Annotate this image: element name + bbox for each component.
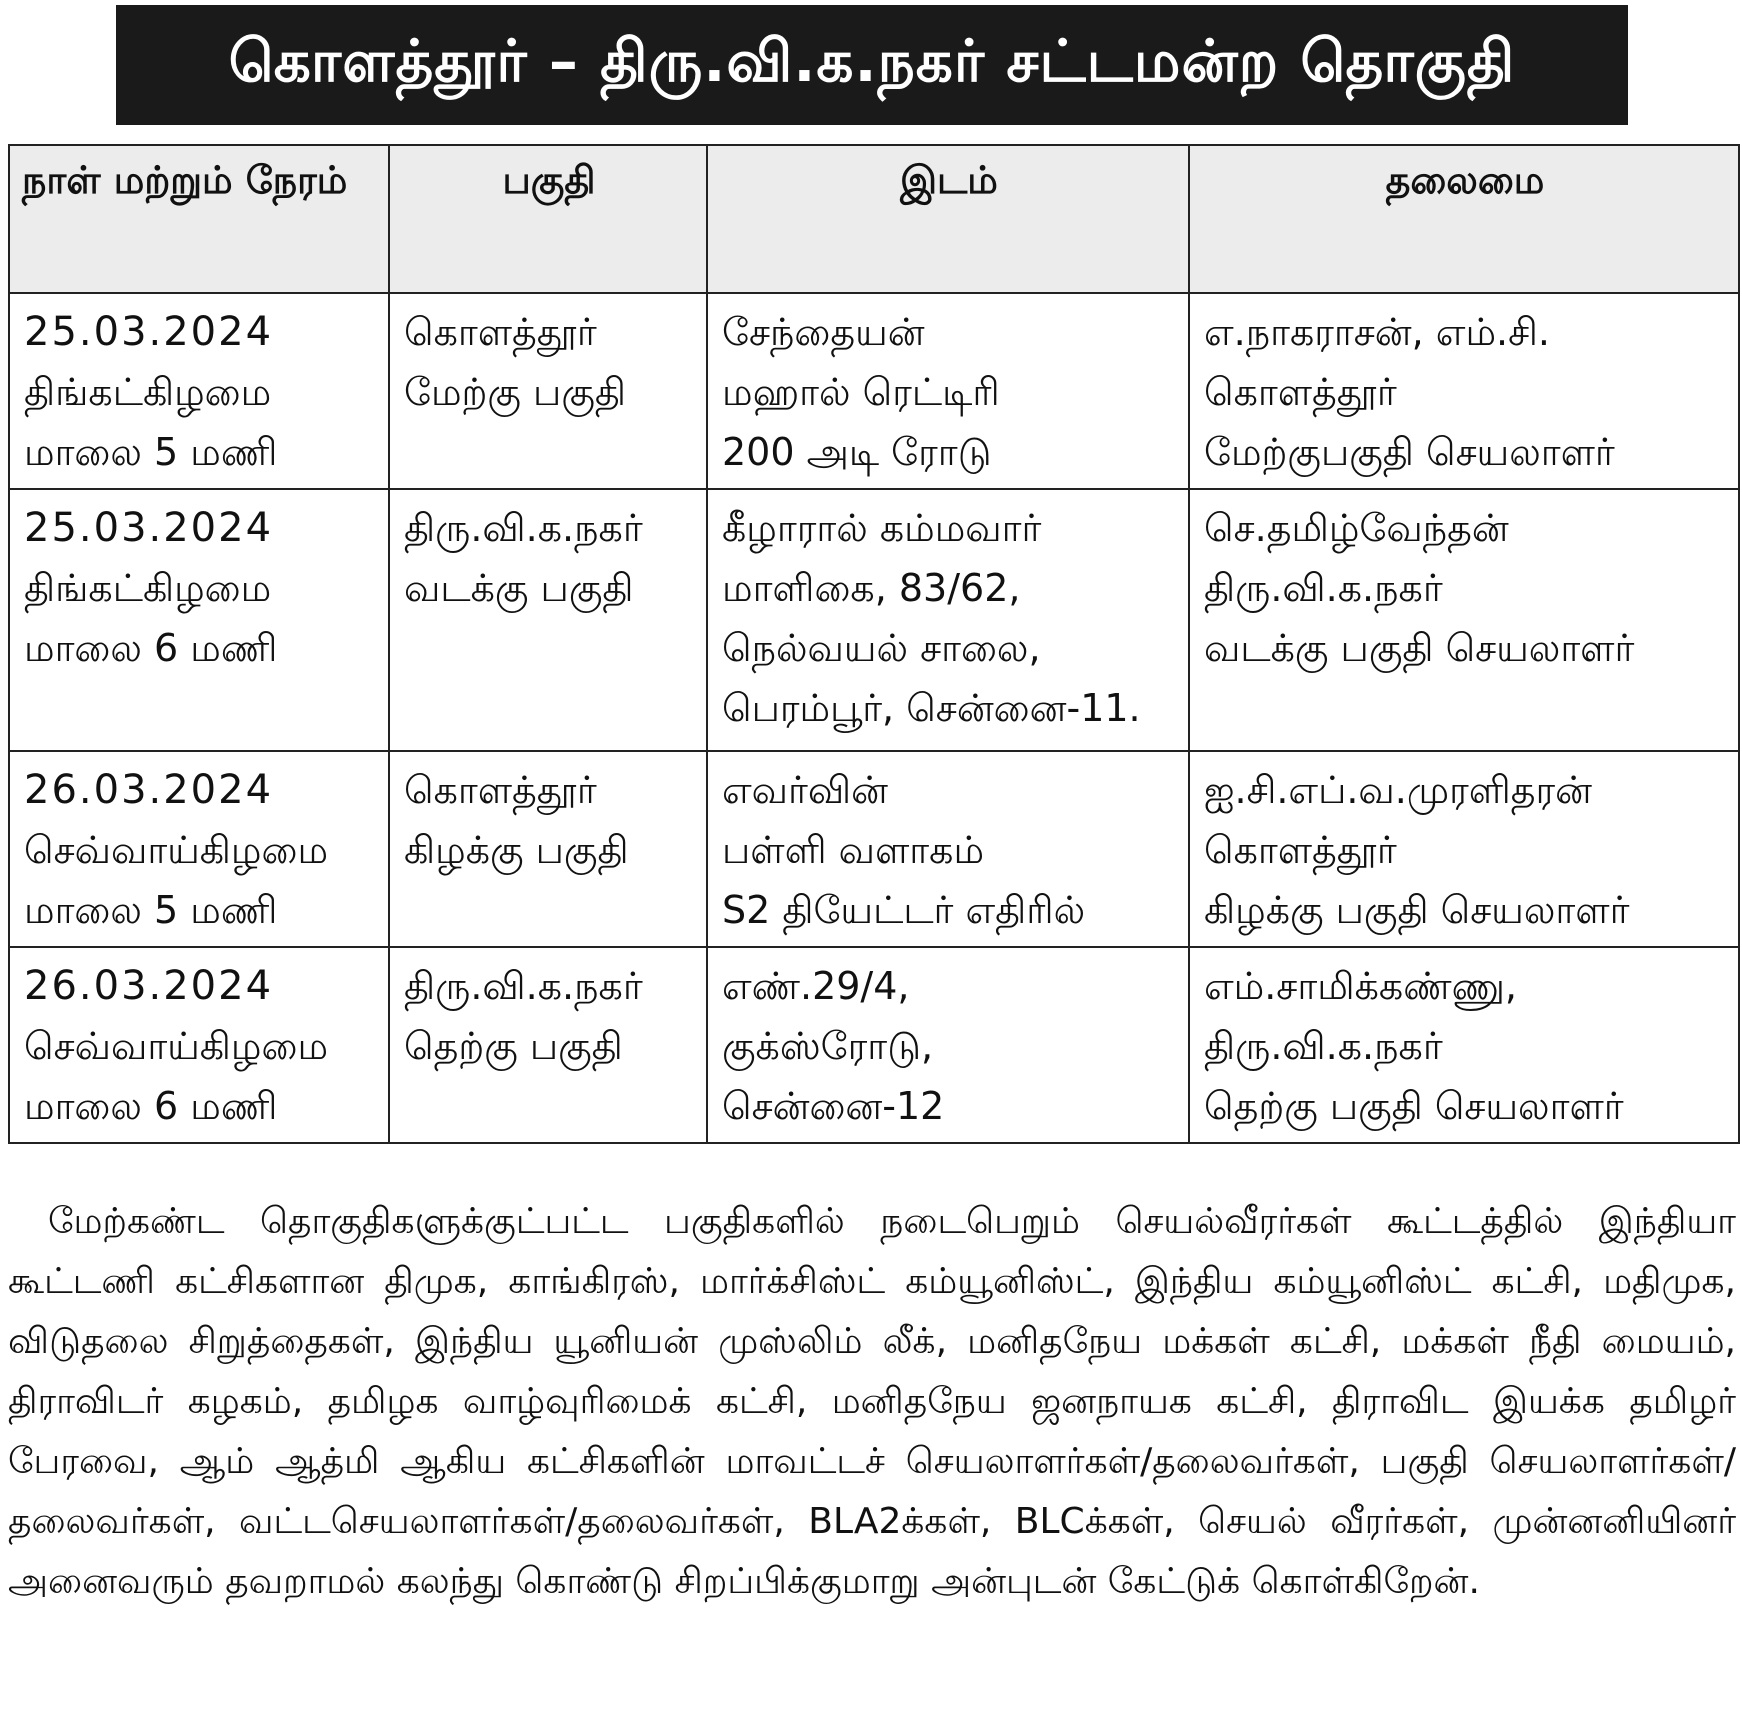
table-header-row [9, 145, 1739, 293]
cell-datetime [9, 489, 389, 751]
leader-text: கொளத்தூர் [1204, 370, 1397, 414]
venue-text: எண்.29/4, [722, 964, 910, 1008]
venue-text: எவர்வின் [722, 768, 888, 812]
venue-text: மாளிகை, 83/62, [722, 566, 1021, 610]
header-leader: தலைமை [1189, 145, 1739, 293]
leader-text: திரு.வி.க.நகர் [1204, 566, 1443, 610]
area-text: கொளத்தூர் [404, 310, 597, 354]
day-text: திங்கட்கிழமை [24, 370, 272, 414]
leader-text: ஐ.சி.எப்.வ.முரளிதரன் [1204, 768, 1592, 812]
footer-paragraph [8, 1192, 1736, 1612]
venue-text: சென்னை-12 [722, 1084, 945, 1128]
leader-text: செ.தமிழ்வேந்தன் [1204, 506, 1509, 550]
area-text: மேற்கு பகுதி [404, 370, 627, 414]
header-datetime: நாள் மற்றும் நேரம் [9, 145, 389, 293]
table-row [9, 293, 1739, 489]
cell-leader [1189, 751, 1739, 947]
cell-leader [1189, 293, 1739, 489]
cell-datetime [9, 947, 389, 1143]
venue-text: மஹால் ரெட்டிரி [722, 370, 1000, 414]
time-text: மாலை 5 மணி [24, 888, 278, 932]
cell-venue [707, 751, 1189, 947]
area-text: வடக்கு பகுதி [404, 566, 634, 610]
area-text: தெற்கு பகுதி [404, 1024, 623, 1068]
venue-text: கீழாரால் கம்மவார் [722, 506, 1042, 550]
cell-datetime [9, 751, 389, 947]
venue-text: S2 தியேட்டர் எதிரில் [722, 888, 1086, 932]
time-text: மாலை 6 மணி [24, 1084, 278, 1128]
cell-venue [707, 293, 1189, 489]
area-text: கொளத்தூர் [404, 768, 597, 812]
schedule-table [8, 144, 1740, 1144]
venue-text: 200 அடி ரோடு [722, 430, 992, 474]
date-text: 26.03.2024 [24, 963, 274, 1009]
cell-area [389, 489, 707, 751]
cell-area [389, 293, 707, 489]
header-area: பகுதி [389, 145, 707, 293]
cell-leader [1189, 947, 1739, 1143]
table-row [9, 947, 1739, 1143]
date-text: 25.03.2024 [24, 309, 274, 355]
leader-text: கொளத்தூர் [1204, 828, 1397, 872]
cell-area [389, 947, 707, 1143]
header-venue: இடம் [707, 145, 1189, 293]
footer-text: மேற்கண்ட தொகுதிகளுக்குட்பட்ட பகுதிகளில் நடைபெறும் செயல்வீரர்கள் கூட்டத்தில் இந்தியா கூட்டணி கட்சிகளான திமுக, காங்கிரஸ், மார்க்சிஸ்ட் கம்யூனிஸ்ட், இந்திய கம்யூனிஸ்ட் கட்சி, மதிமுக, விடுதலை சிறுத்தைகள், இந்திய யூனியன் முஸ்லிம் லீக், மனிதநேய மக்கள் கட்சி, மக்கள் நீதி மையம், திராவிடர் கழகம், தமிழக வாழ்வுரிமைக் கட்சி, மனிதநேய ஜனநாயக கட்சி, திராவிட இயக்க தமிழர் பேரவை, ஆம் ஆத்மி ஆகிய கட்சிகளின் மாவட்டச் செயலாளர்கள்/தலைவர்கள், பகுதி செயலாளர்கள்/தலைவர்கள், வட்டசெயலாளர்கள்/தலைவர்கள், BLA2க்கள், BLCக்கள், செயல் வீரர்கள், முன்னனியினர் அனைவரும் தவறாமல் கலந்து கொண்டு சிறப்பிக்குமாறு அன்புடன் கேட்டுக் கொள்கிறேன். [8, 1201, 1736, 1602]
area-text: திரு.வி.க.நகர் [404, 506, 643, 550]
time-text: மாலை 6 மணி [24, 626, 278, 670]
leader-text: வடக்கு பகுதி செயலாளர் [1204, 626, 1635, 670]
table-row [9, 751, 1739, 947]
leader-text: எ.நாகராசன், எம்.சி. [1204, 310, 1550, 354]
day-text: செவ்வாய்கிழமை [24, 828, 329, 872]
venue-text: பெரம்பூர், சென்னை-11. [722, 686, 1141, 730]
area-text: கிழக்கு பகுதி [404, 828, 629, 872]
venue-text: குக்ஸ்ரோடு, [722, 1024, 934, 1068]
leader-text: தெற்கு பகுதி செயலாளர் [1204, 1084, 1624, 1128]
venue-text: பள்ளி வளாகம் [722, 828, 985, 872]
cell-datetime [9, 293, 389, 489]
date-text: 25.03.2024 [24, 505, 274, 551]
table-row [9, 489, 1739, 751]
venue-text: நெல்வயல் சாலை, [722, 626, 1041, 670]
venue-text: சேந்தையன் [722, 310, 925, 354]
cell-leader [1189, 489, 1739, 751]
date-text: 26.03.2024 [24, 767, 274, 813]
day-text: செவ்வாய்கிழமை [24, 1024, 329, 1068]
time-text: மாலை 5 மணி [24, 430, 278, 474]
area-text: திரு.வி.க.நகர் [404, 964, 643, 1008]
page-title: கொளத்தூர் – திரு.வி.க.நகர் சட்டமன்ற தொகுதி [116, 5, 1628, 125]
leader-text: மேற்குபகுதி செயலாளர் [1204, 430, 1615, 474]
cell-venue [707, 947, 1189, 1143]
leader-text: திரு.வி.க.நகர் [1204, 1024, 1443, 1068]
cell-area [389, 751, 707, 947]
leader-text: கிழக்கு பகுதி செயலாளர் [1204, 888, 1630, 932]
day-text: திங்கட்கிழமை [24, 566, 272, 610]
leader-text: எம்.சாமிக்கண்ணு, [1204, 964, 1517, 1008]
cell-venue [707, 489, 1189, 751]
